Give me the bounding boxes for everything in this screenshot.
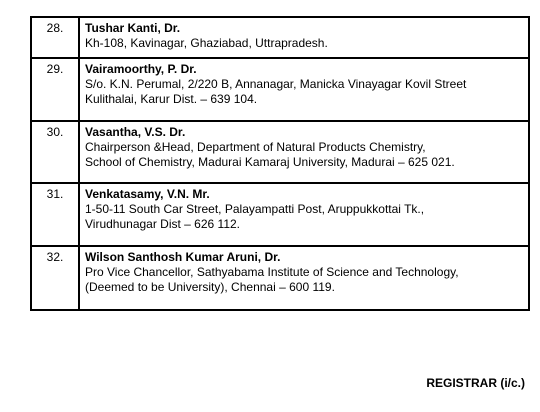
member-address: S/o. K.N. Perumal, 2/220 B, Annanagar, Manicka Vinayagar Kovil Street Kulithalai, Karur Dist. – 639 104. bbox=[85, 77, 467, 106]
table-row bbox=[31, 17, 529, 58]
member-address: Pro Vice Chancellor, Sathyabama Institute of Science and Technology, (Deemed to be University), Chennai – 600 119. bbox=[85, 265, 459, 294]
member-details bbox=[79, 17, 529, 58]
serial-number: 29. bbox=[31, 58, 79, 121]
serial-number: 30. bbox=[31, 121, 79, 183]
member-details bbox=[79, 246, 529, 310]
table-row bbox=[31, 183, 529, 246]
member-name: Tushar Kanti, Dr. bbox=[85, 21, 181, 35]
member-name: Vairamoorthy, P. Dr. bbox=[85, 62, 197, 76]
member-name: Wilson Santhosh Kumar Aruni, Dr. bbox=[85, 250, 281, 264]
member-address: 1-50-11 South Car Street, Palayampatti Post, Aruppukkottai Tk., Virudhunagar Dist – 626 112. bbox=[85, 202, 425, 231]
member-details bbox=[79, 58, 529, 121]
member-address: Kh-108, Kavinagar, Ghaziabad, Uttrapradesh. bbox=[85, 36, 328, 50]
serial-number: 28. bbox=[31, 17, 79, 58]
serial-number: 31. bbox=[31, 183, 79, 246]
member-name: Vasantha, V.S. Dr. bbox=[85, 125, 186, 139]
table-row bbox=[31, 246, 529, 310]
table-row bbox=[31, 121, 529, 183]
table-row bbox=[31, 58, 529, 121]
member-details bbox=[79, 183, 529, 246]
member-name: Venkatasamy, V.N. Mr. bbox=[85, 187, 210, 201]
registrar-signature: REGISTRAR (i/c.) bbox=[426, 376, 525, 390]
member-details bbox=[79, 121, 529, 183]
member-address: Chairperson &Head, Department of Natural Products Chemistry, School of Chemistry, Madurai Kamaraj University, Madurai – 625 021. bbox=[85, 140, 455, 169]
members-table bbox=[30, 16, 530, 311]
serial-number: 32. bbox=[31, 246, 79, 310]
